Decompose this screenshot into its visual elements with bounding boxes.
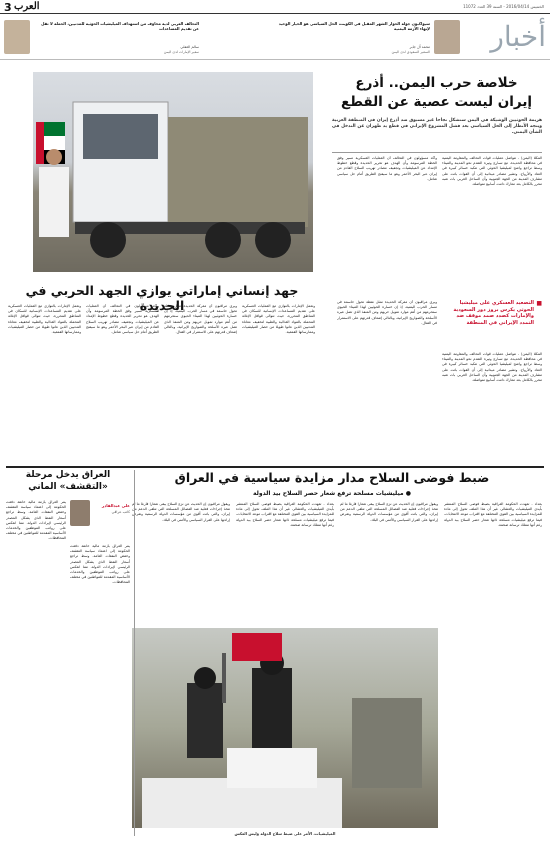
section-label: أخبار (490, 20, 546, 53)
sidebar-headline-2: «التقشف» الماني (28, 482, 108, 492)
top-lead: هزيمة الحوثيين الوشيكة في اليمن ستشكل نجاحا غير مسبوق ضد أذرع إيران في المنطقة العربية ويتجه الأنظار إلى الحل السياسي بعد فشل المشروع الإيراني في قطع يد طهران عن التدخل في الشأن اليمني. (332, 118, 542, 135)
story-column: يمر العراق بأزمة مالية خانقة دفعت الحكومة إلى اعتماد سياسة التقشف وخفض النفقات العامة، وسط تراجع أسعار النفط الذي يشكل المصدر الرئيسي لإيرادات الدولة، مما انعكس على رواتب الموظفين والخدمات الأساسية المقدمة للمواطنين في مختلف المحافظات. (70, 544, 130, 585)
story-column: وتعمل الإمارات بالتوازي مع العمليات العسكرية على تقديم المساعدات الإنسانية للسكان في المناطق المحررة، حيث تتوالى قوافل الإغاثة المحملة بالمواد الغذائية والطبية لتخفيف معاناة المدنيين الذين عانوا طويلا من حصار الميليشيات وممارساتها القمعية. (8, 304, 81, 335)
quote-strip (0, 16, 550, 60)
quote-text: سيواكبون جولة الحوار الشهر المقبل في الكويت، الحل السياسي هو الخيار الوحيد لإنهاء الأزمة اليمنية (278, 21, 430, 31)
avatar (4, 20, 30, 54)
avatar (434, 20, 460, 54)
story-column: وأكد مسؤولون في التحالف أن العمليات العسكرية تسير وفق الخطة المرسومة وأن الهدف هو تحرير الحديدة وقطع خطوط الإمداد عن الميليشيات وتجفيف مصادر تهريب السلاح القادم من إيران عبر البحر الأحمر وهو ما سيفتح الطريق أمام حل سياسي شامل. (86, 304, 159, 335)
story-column: ويقول مراقبون إن الحديث عن نزع السلاح يبقى شعارا فارغا ما لم تتخذ إجراءات فعلية ضد الفصائل المسلحة التي تتلقى الدعم من إيران، والتي باتت أقوى من مؤسسات الدولة الرسمية وتفرض إرادتها على القرار السياسي والأمني في البلاد. (132, 502, 230, 522)
iraq-headline: ضبط فوضى السلاح مدار مزايدة سياسية في العراق (174, 470, 490, 485)
photo-caption: الميليشيات، الأمر على ضبط سلاح الدولة وليس العكس (234, 831, 336, 836)
story-column: المكلا (اليمن) - تتواصل عمليات قوات التحالف والمقاومة اليمنية في محافظة الحديدة، مع تسارع وتيرة التقدم نحو المدينة والميناء وسط تراجع واضح لميليشيا الحوثي التي تتكبد خسائر كبيرة في العتاد والأرواح. وتشير مصادر ميدانية إلى أن القوات باتت على مشارف المدينة من الجهة الجنوبية وأن الساحل الغربي بات شبه محرر بالكامل بعد معارك دامت أسابيع متواصلة. (442, 156, 542, 187)
quote-role: سفير الإمارات لدى اليمن (163, 50, 199, 54)
quote-text: التحالف العربي لديه مخاوف من استهداف الميليشيات الحوثية للمدنيين، الحملة لا تقل عن تقديم المساعدات (41, 21, 199, 31)
quote-name: سالم الغفلي (180, 45, 199, 49)
story-column: بغداد - تعهدت الحكومة العراقية بضبط فوضى السلاح المنتشر بأيدي الميليشيات والعشائر، غير أن هذا الملف تحول إلى مادة للمزايدة السياسية بين القوى المختلفة مع اقتراب موعد الانتخابات، فيما ترفع ميليشيات مسلحة ذاتها شعار حصر السلاح بيد الدولة رغم أنها تمتلك ترسانة ضخمة. (444, 502, 542, 527)
story-column: ويقول مراقبون إن الحديث عن نزع السلاح يبقى شعارا فارغا ما لم تتخذ إجراءات فعلية ضد الفصائل المسلحة التي تتلقى الدعم من إيران، والتي باتت أقوى من مؤسسات الدولة الرسمية وتفرض إرادتها على القرار السياسي والأمني في البلاد. (340, 502, 438, 522)
quote-role: السفير السعودي لدى اليمن (391, 50, 430, 54)
photo-headline: جهد إنساني إماراتي يوازي الجهد الحربي في الحديدة (25, 283, 299, 313)
pullquote (442, 300, 542, 348)
militia-illustration (132, 628, 438, 828)
byline-box (70, 500, 130, 540)
quote-2 (4, 18, 204, 58)
story-column: بغداد - تعهدت الحكومة العراقية بضبط فوضى السلاح المنتشر بأيدي الميليشيات والعشائر، غير أن هذا الملف تحول إلى مادة للمزايدة السياسية بين القوى المختلفة مع اقتراب موعد الانتخابات، فيما ترفع ميليشيات مسلحة ذاتها شعار حصر السلاح بيد الدولة رغم أنها تمتلك ترسانة ضخمة. (236, 502, 334, 527)
story-column: ويرى مراقبون أن معركة الحديدة تمثل نقطة تحول حاسمة في مسار الحرب اليمنية، إذ إن خسارة الحوثيين لهذا الميناء الحيوي ستحرمهم من أهم موارد تمويل حربهم ومن المنفذ الذي تصل عبره الأسلحة والصواريخ الإيرانية، وبالتالي إضعاف قدرتهم على الاستمرار في القتال. (337, 300, 437, 325)
author-role: كاتب عراقي (111, 510, 130, 514)
story-column: يمر العراق بأزمة مالية خانقة دفعت الحكومة إلى اعتماد سياسة التقشف وخفض النفقات العامة، وسط تراجع أسعار النفط الذي يشكل المصدر الرئيسي لإيرادات الدولة، مما انعكس على رواتب الموظفين والخدمات الأساسية المقدمة للمواطنين في مختلف المحافظات. (6, 500, 66, 541)
author-name: علي عبدالقادر (101, 503, 130, 508)
masthead-logo: العرب (14, 1, 40, 12)
divider (332, 152, 542, 153)
iraq-subhead (122, 490, 542, 497)
bullet-icon: ● (405, 490, 411, 497)
iraq-subhead-text: ميليشيات مسلحة ترفع شعار حصر السلاح بيد الدولة (253, 490, 404, 497)
masthead (0, 0, 550, 14)
story-column: ويرى مراقبون أن معركة الحديدة تمثل نقطة تحول حاسمة في مسار الحرب اليمنية، إذ إن خسارة الحوثيين لهذا الميناء الحيوي ستحرمهم من أهم موارد تمويل حربهم ومن المنفذ الذي تصل عبره الأسلحة والصواريخ الإيرانية، وبالتالي إضعاف قدرتهم على الاستمرار في القتال. (164, 304, 237, 335)
militia-photo (132, 628, 438, 828)
pullquote-text: التصعيد العسكري على ميليشيا الحوثي يكرس بروز دور السعودية والإمارات كصدد صمد موقف ضد التمدد الإيراني في المنطقة (453, 300, 534, 326)
quote-name: محمد آل جابر (409, 45, 430, 49)
quote-1 (270, 18, 460, 58)
sidebar-divider (134, 470, 135, 836)
date-issue: الخميس 2016/04/14 - السنة 39 العدد 11072 (463, 4, 544, 9)
top-headline-1: خلاصة حرب اليمن.. أذرع (355, 75, 518, 91)
sidebar-headline-1: العراق يدخل مرحلة (25, 470, 111, 480)
truck-photo (33, 72, 313, 272)
page-number: 3 (4, 1, 12, 14)
author-avatar (70, 500, 90, 526)
section-divider (6, 466, 544, 468)
story-column: وتعمل الإمارات بالتوازي مع العمليات العسكرية على تقديم المساعدات الإنسانية للسكان في المناطق المحررة، حيث تتوالى قوافل الإغاثة المحملة بالمواد الغذائية والطبية لتخفيف معاناة المدنيين الذين عانوا طويلا من حصار الميليشيات وممارساتها القمعية. (242, 304, 315, 335)
truck-illustration (33, 72, 313, 272)
story-column: وأكد مسؤولون في التحالف أن العمليات العسكرية تسير وفق الخطة المرسومة وأن الهدف هو تحرير الحديدة وقطع خطوط الإمداد عن الميليشيات وتجفيف مصادر تهريب السلاح القادم من إيران عبر البحر الأحمر وهو ما سيفتح الطريق أمام حل سياسي شامل. (337, 156, 437, 181)
top-headline-2: إيران ليست عصية عن القطع (340, 94, 533, 110)
pullquote-marker: ■ (536, 300, 542, 307)
story-column: المكلا (اليمن) - تتواصل عمليات قوات التحالف والمقاومة اليمنية في محافظة الحديدة، مع تسارع وتيرة التقدم نحو المدينة والميناء وسط تراجع واضح لميليشيا الحوثي التي تتكبد خسائر كبيرة في العتاد والأرواح. وتشير مصادر ميدانية إلى أن القوات باتت على مشارف المدينة من الجهة الجنوبية وأن الساحل الغربي بات شبه محرر بالكامل بعد معارك دامت أسابيع متواصلة. (442, 352, 542, 383)
